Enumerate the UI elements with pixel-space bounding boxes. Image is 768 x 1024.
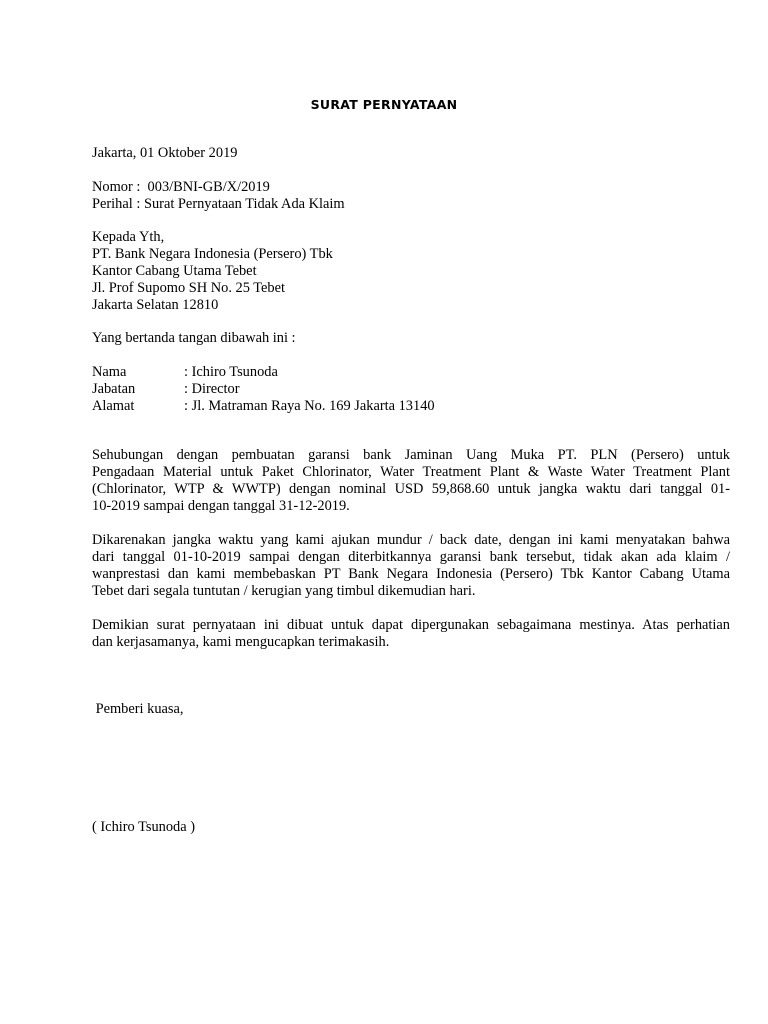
recipient-city: Jakarta Selatan 12810 xyxy=(92,297,219,313)
recipient-branch: Kantor Cabang Utama Tebet xyxy=(92,263,257,279)
recipient-street: Jl. Prof Supomo SH No. 25 Tebet xyxy=(92,280,286,296)
document-title: SURAT PERNYATAAN xyxy=(310,97,458,112)
paragraph-line: 10-2019 sampai dengan tanggal 31-12-2019. xyxy=(92,498,350,514)
paragraph-line: Pengadaan Material untuk Paket Chlorinator, Water Treatment Plant & Waste Water Treatment Plant xyxy=(92,464,730,480)
intro-text: Yang bertanda tangan dibawah ini : xyxy=(92,330,296,346)
recipient-company: PT. Bank Negara Indonesia (Persero) Tbk xyxy=(92,246,333,262)
recipient-salutation: Kepada Yth, xyxy=(92,229,165,245)
paragraph-line: dan kerjasamanya, kami mengucapkan terimakasih. xyxy=(92,634,390,650)
paragraph-closing xyxy=(92,617,730,651)
paragraph-line: Demikian surat pernyataan ini dibuat untuk dapat dipergunakan sebagaimana mestinya. Atas perhatian xyxy=(92,617,730,633)
identity-value-address: : Jl. Matraman Raya No. 169 Jakarta 13140 xyxy=(184,398,435,414)
paragraph-backdate xyxy=(92,532,730,600)
paragraph-line: Sehubungan dengan pembuatan garansi bank Jaminan Uang Muka PT. PLN (Persero) untuk xyxy=(92,447,730,463)
paragraph-guarantee xyxy=(92,447,730,515)
signoff-text: Pemberi kuasa, xyxy=(92,701,184,717)
paragraph-line: Tebet dari segala tuntutan / kerugian yang timbul dikemudian hari. xyxy=(92,583,476,599)
identity-label-position: Jabatan xyxy=(92,381,136,397)
subject-line: Perihal : Surat Pernyataan Tidak Ada Klaim xyxy=(92,196,345,212)
paragraph-line: dari tanggal 01-10-2019 sampai dengan diterbitkannya garansi bank tersebut, tidak akan ada klaim / xyxy=(92,549,730,565)
place-date: Jakarta, 01 Oktober 2019 xyxy=(92,145,238,161)
identity-value-name: : Ichiro Tsunoda xyxy=(184,364,278,380)
paragraph-line: wanprestasi dan kami membebaskan PT Bank Negara Indonesia (Persero) Tbk Kantor Cabang Utama xyxy=(92,566,730,582)
identity-label-name: Nama xyxy=(92,364,127,380)
signatory-name: ( Ichiro Tsunoda ) xyxy=(92,819,196,835)
identity-label-address: Alamat xyxy=(92,398,135,414)
paragraph-line: Dikarenakan jangka waktu yang kami ajukan mundur / back date, dengan ini kami menyatakan bahwa xyxy=(92,532,730,548)
identity-value-position: : Director xyxy=(184,381,240,397)
reference-number: Nomor : 003/BNI-GB/X/2019 xyxy=(92,179,270,195)
paragraph-line: (Chlorinator, WTP & WWTP) dengan nominal USD 59,868.60 untuk jangka waktu dari tanggal 01- xyxy=(92,481,730,497)
